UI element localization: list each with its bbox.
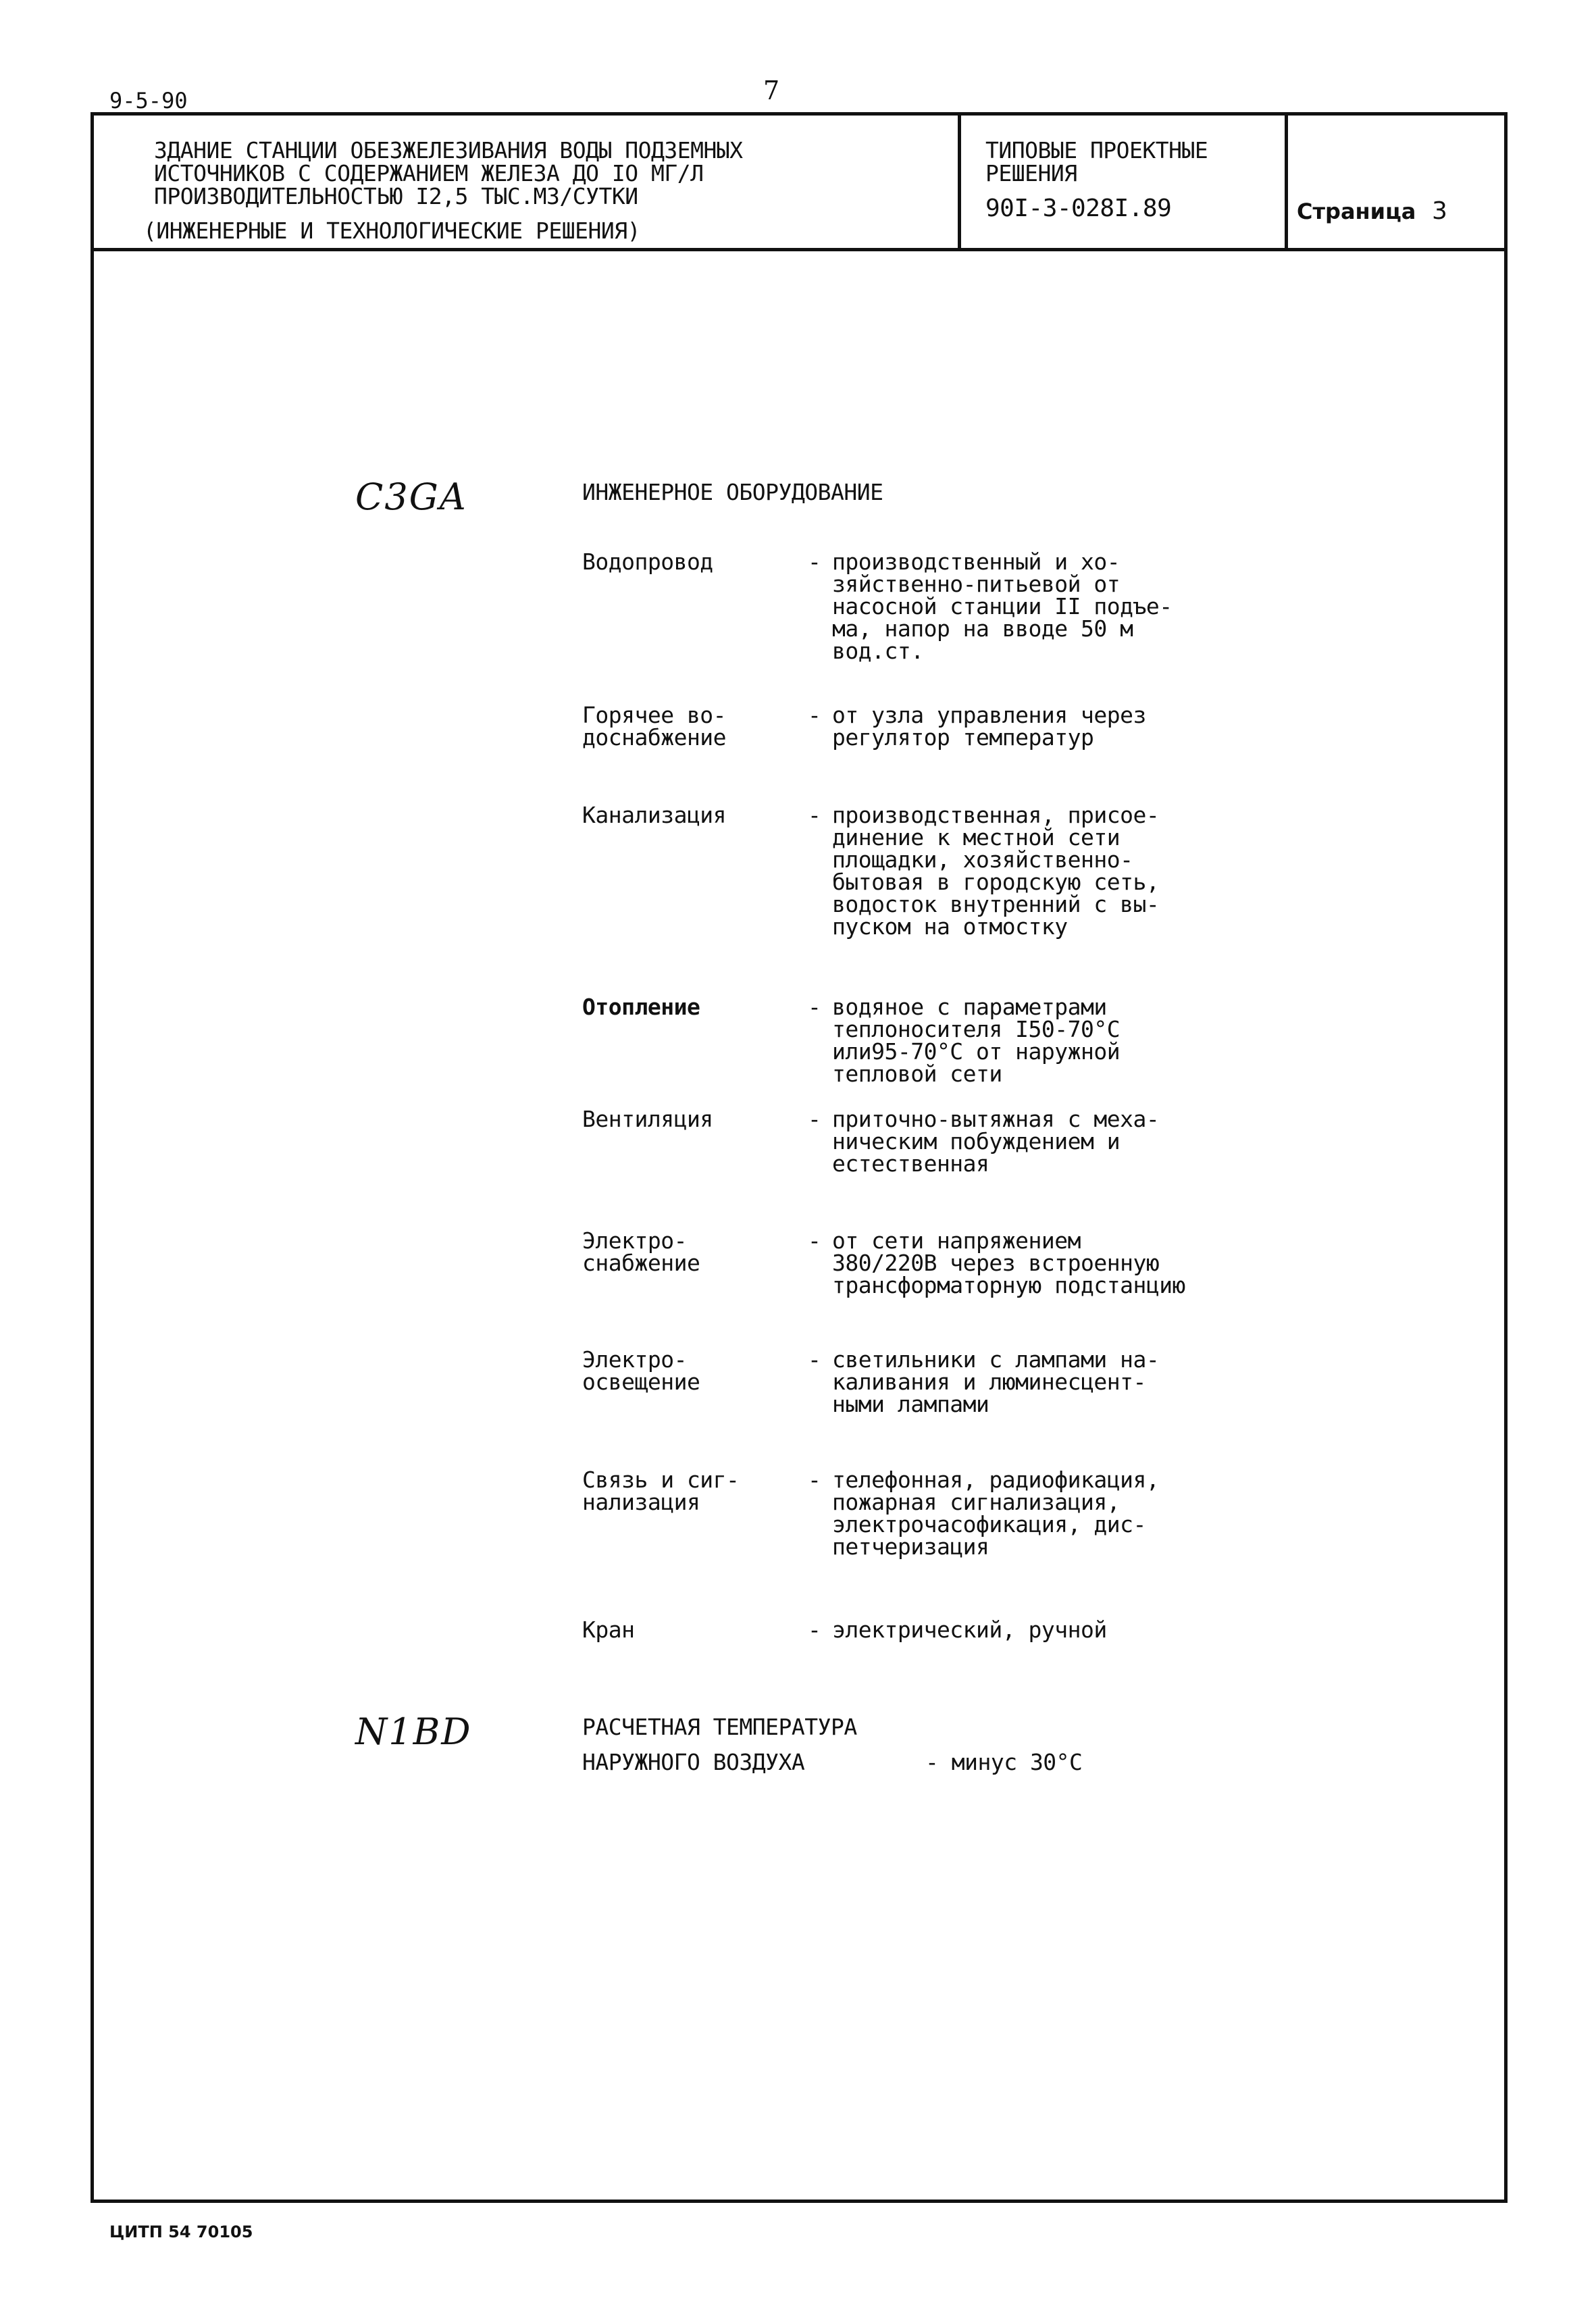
row-dash: -	[808, 1467, 821, 1493]
row-label	[582, 1229, 798, 1274]
row-value	[832, 996, 1120, 1085]
row-value-line: светильники с лампами на-	[832, 1346, 1160, 1373]
document-code-top: 9-5-90	[109, 88, 188, 113]
row-value-line: тепловой сети	[832, 1061, 1002, 1087]
title-line: ПРОИЗВОДИТЕЛЬНОСТЬЮ I2,5 ТЫС.М3/СУТКИ	[154, 183, 638, 209]
row-label-line: Водопровод	[582, 549, 713, 575]
handwritten-code: N1BD	[355, 1710, 472, 1753]
row-value	[832, 1619, 1107, 1641]
row-dash: -	[808, 994, 821, 1020]
row-value-line: ническим побуждением и	[832, 1128, 1121, 1154]
row-value-line: или95-70°С от наружной	[832, 1038, 1121, 1065]
row-value-line: приточно-вытяжная с меха-	[832, 1106, 1160, 1132]
page-value: 3	[1432, 197, 1447, 225]
footer-code: ЦИТП 54 70105	[109, 2222, 253, 2241]
row-value-line: динение к местной сети	[832, 824, 1121, 850]
row-dash: -	[808, 1617, 821, 1643]
row-label-line: Вентиляция	[582, 1106, 713, 1132]
row-label-line: освещение	[582, 1369, 700, 1395]
row-value-line: площадки, хозяйственно-	[832, 846, 1133, 873]
row-label-line: Электро-	[582, 1346, 687, 1373]
row-value-line: каливания и люминесцент-	[832, 1369, 1146, 1395]
row-label	[582, 996, 798, 1018]
row-label-line: Горячее во-	[582, 702, 727, 728]
row-dash: -	[808, 1346, 821, 1373]
row-value-line: трансформаторную подстанцию	[832, 1272, 1185, 1298]
row-value-line: электрический, ручной	[832, 1617, 1107, 1643]
row-value-line: теплоносителя I50-70°С	[832, 1016, 1121, 1042]
row-value-line: пуском на отмостку	[832, 913, 1068, 940]
row-label	[582, 1469, 798, 1513]
temperature-value: - минус 30°С	[925, 1749, 1083, 1775]
row-label-line: Электро-	[582, 1227, 687, 1254]
row-label	[582, 1619, 798, 1641]
row-value-line: естественная	[832, 1150, 989, 1177]
row-dash: -	[808, 1106, 821, 1132]
row-value	[832, 1348, 1159, 1415]
row-value	[832, 702, 1146, 751]
row-dash: -	[808, 549, 821, 575]
row-label-line: нализация	[582, 1489, 700, 1515]
row-value	[832, 1229, 1185, 1296]
title-line: ИСТОЧНИКОВ С СОДЕРЖАНИЕМ ЖЕЛЕЗА ДО IO МГ/Л	[154, 160, 704, 186]
row-value-line: телефонная, радиофикация,	[832, 1467, 1160, 1493]
row-value-line: электрочасофикация, дис-	[832, 1511, 1146, 1537]
row-label	[582, 1348, 798, 1393]
row-label-line: Канализация	[582, 802, 727, 828]
row-value-line: бытовая в городскую сеть,	[832, 869, 1160, 895]
row-value-line: производственный и хо-	[832, 549, 1121, 575]
row-dash: -	[808, 1227, 821, 1254]
row-value-line: насосной станции II подъе-	[832, 593, 1173, 619]
temperature-label: РАСЧЕТНАЯ ТЕМПЕРАТУРА	[582, 1714, 857, 1740]
page-frame	[91, 112, 1508, 2203]
row-value-line: от сети напряжением	[832, 1227, 1081, 1254]
row-label-line: Кран	[582, 1617, 635, 1643]
row-dash: -	[808, 802, 821, 828]
row-value	[832, 1108, 1159, 1175]
row-label	[582, 1108, 798, 1130]
page-number: 7	[763, 76, 780, 105]
title-line: (ИНЖЕНЕРНЫЕ И ТЕХНОЛОГИЧЕСКИЕ РЕШЕНИЯ)	[143, 218, 640, 244]
temperature-label: НАРУЖНОГО ВОЗДУХА	[582, 1749, 805, 1775]
row-label-line: снабжение	[582, 1250, 700, 1276]
row-value	[832, 1469, 1159, 1558]
row-value	[832, 551, 1173, 662]
title-line: ЗДАНИЕ СТАНЦИИ ОБЕЗЖЕЛЕЗИВАНИЯ ВОДЫ ПОДЗЕМНЫХ	[154, 137, 743, 163]
title-block-divider	[1285, 112, 1288, 251]
row-value-line: водяное с параметрами	[832, 994, 1107, 1020]
row-value	[832, 804, 1159, 938]
row-value-line: регулятор температур	[832, 724, 1094, 751]
row-value-line: зяйственно-питьевой от	[832, 571, 1121, 597]
row-value-line: от узла управления через	[832, 702, 1146, 728]
handwritten-code: C3GA	[355, 476, 467, 518]
row-label-line: Связь и сиг-	[582, 1467, 740, 1493]
row-value-line: водосток внутренний с вы-	[832, 891, 1160, 917]
row-value-line: ными лампами	[832, 1391, 989, 1417]
row-value-line: производственная, присое-	[832, 802, 1160, 828]
row-value-line: 380/220В через встроенную	[832, 1250, 1160, 1276]
page-label: Страница	[1297, 199, 1416, 224]
row-label-line: Отопление	[582, 994, 700, 1020]
series-line: РЕШЕНИЯ	[985, 160, 1077, 186]
row-label	[582, 804, 798, 826]
section-heading: ИНЖЕНЕРНОЕ ОБОРУДОВАНИЕ	[582, 479, 883, 505]
row-dash: -	[808, 702, 821, 728]
row-label-line: доснабжение	[582, 724, 727, 751]
row-value-line: ма, напор на вводе 50 м	[832, 615, 1133, 642]
doc-code: 90I-3-028I.89	[985, 195, 1172, 222]
row-label	[582, 551, 798, 573]
row-value-line: пожарная сигнализация,	[832, 1489, 1121, 1515]
title-block-divider	[958, 112, 961, 251]
row-label	[582, 702, 798, 751]
row-value-line: вод.ст.	[832, 638, 924, 664]
series-line: ТИПОВЫЕ ПРОЕКТНЫЕ	[985, 137, 1208, 163]
row-value-line: петчеризация	[832, 1533, 989, 1560]
